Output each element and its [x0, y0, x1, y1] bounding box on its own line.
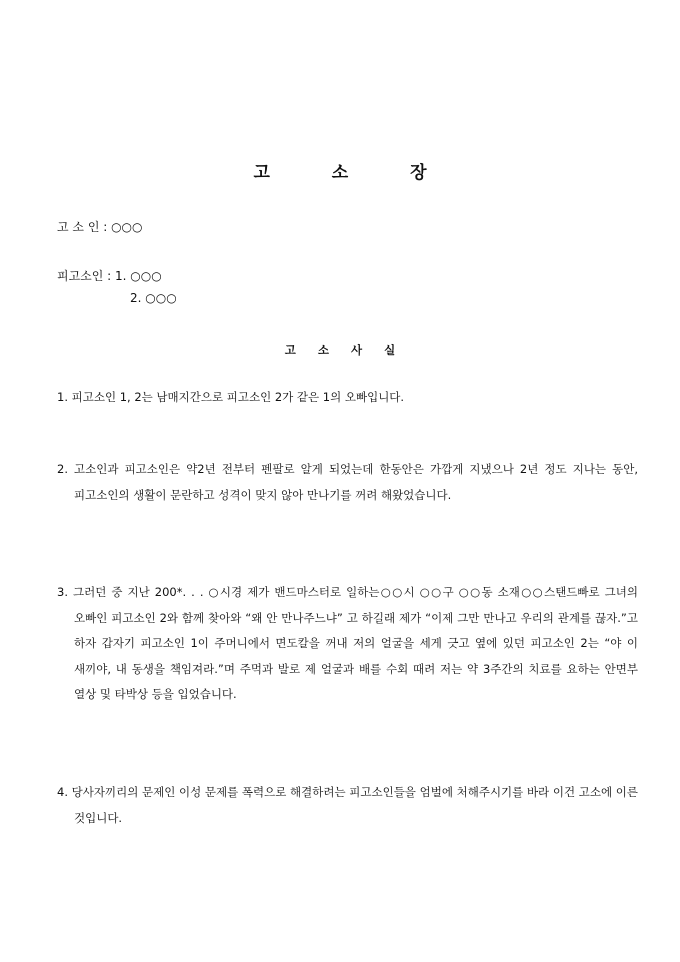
document-title: 고 소 장 [253, 163, 455, 183]
complainant-line: 고 소 인 : ○○○ [57, 220, 143, 234]
paragraph-3: 3. 그러던 중 지난 200*. . . ○시경 제가 밴드마스터로 일하는○○시 ○○구 ○○동 소재○○스탠드빠로 그녀의 오빠인 피고소인 2와 함께 찾아와 “왜 안 만나주느냐” 고 하길래 제가 “이제 그만 만나고 우리의 관계를 끊자.”고 하자 갑자기 피고소인 1이 주머니에서 면도칼을 꺼내 저의 얼굴을 세게 긋고 옆에 있던 피고소인 2는 “야 이 새끼야, 내 동생을 책임져라.”며 주먹과 발로 제 얼굴과 배를 수회 때려 저는 약 3주간의 치료를 요하는 안면부 열상 및 타박상 등을 입었습니다. [57, 585, 638, 701]
defendant-line-1: 피고소인 : 1. ○○○ [57, 269, 162, 283]
defendant-line-2: 2. ○○○ [130, 291, 177, 305]
paragraph-4: 4. 당사자끼리의 문제인 이성 문제를 폭력으로 해결하려는 피고소인들을 엄벌에 처해주시기를 바라 이건 고소에 이른 것입니다. [57, 785, 638, 825]
section-title: 고 소 사 실 [284, 343, 405, 357]
paragraph-2: 2. 고소인과 피고소인은 약2년 전부터 펜팔로 알게 되었는데 한동안은 가깝게 지냈으나 2년 정도 지나는 동안, 피고소인의 생활이 문란하고 성격이 맞지 않아 만나기를 꺼려 해왔었습니다. [57, 462, 638, 502]
paragraph-1: 1. 피고소인 1, 2는 남매지간으로 피고소인 2가 같은 1의 오빠입니다. [57, 390, 405, 404]
